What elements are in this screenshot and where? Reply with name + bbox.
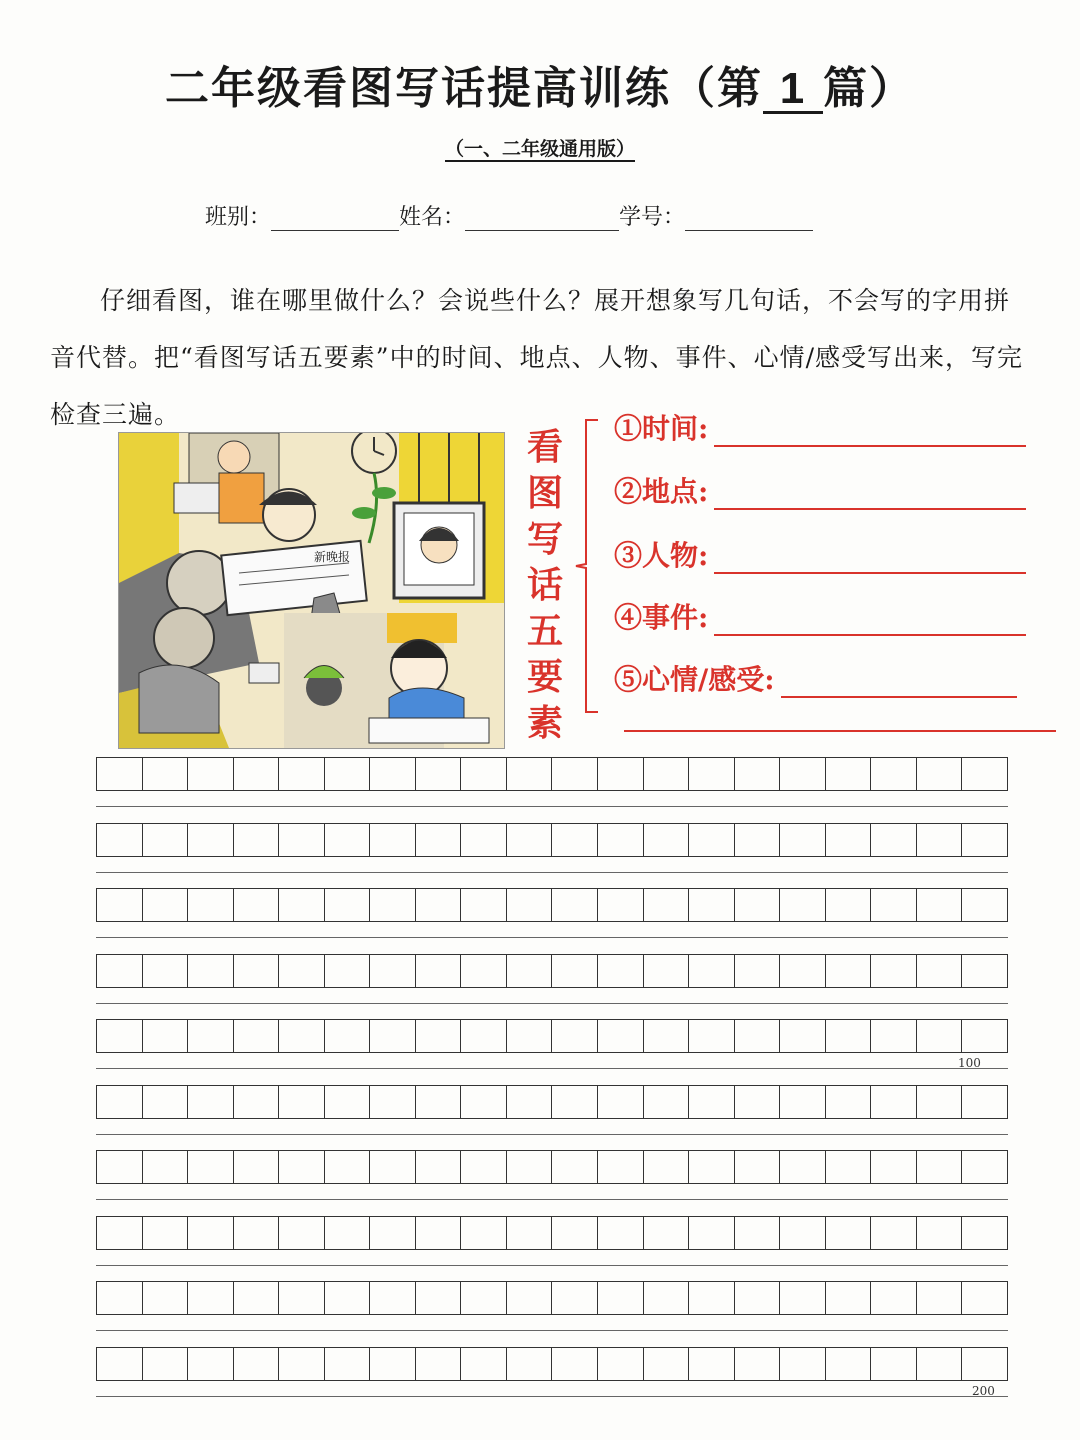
grid-cell[interactable] (416, 955, 462, 987)
five-elements-title-char: 看 (526, 426, 563, 468)
five-elements-title-char: 图 (526, 472, 563, 514)
element-row-people (614, 530, 1026, 574)
grid-cell[interactable] (461, 1020, 507, 1052)
grid-row (96, 888, 1008, 922)
grid-gap-line (96, 937, 1008, 938)
grid-cell[interactable] (279, 824, 325, 856)
grid-cell[interactable] (461, 824, 507, 856)
grid-cell[interactable] (780, 1151, 826, 1183)
newspaper-text: 新晚报 (314, 550, 351, 564)
title-number: 1 (763, 67, 823, 114)
grid-cell[interactable] (552, 1217, 598, 1249)
subtitle-text: （一、二年级通用版） (444, 138, 635, 160)
grid-cell[interactable] (507, 1151, 553, 1183)
grid-cell[interactable] (644, 758, 690, 790)
grid-cell[interactable] (871, 889, 917, 921)
grid-cell[interactable] (552, 1020, 598, 1052)
grid-cell[interactable] (689, 1020, 735, 1052)
grid-cell[interactable] (143, 758, 189, 790)
element-label-place: ②地点: (614, 475, 709, 508)
grid-cell[interactable] (416, 824, 462, 856)
grid-cell[interactable] (143, 1151, 189, 1183)
grid-cell[interactable] (416, 889, 462, 921)
name-field[interactable] (465, 204, 619, 231)
grid-cell[interactable] (962, 889, 1008, 921)
grid-cell[interactable] (461, 1348, 507, 1380)
grid-cell[interactable] (735, 824, 781, 856)
name-label: 姓名： (399, 205, 466, 230)
grid-cell[interactable] (962, 1151, 1008, 1183)
grid-cell[interactable] (370, 1217, 416, 1249)
grid-cell[interactable] (826, 1086, 872, 1118)
grid-cell[interactable] (871, 758, 917, 790)
title-suffix: 篇） (823, 63, 915, 114)
grid-cell[interactable] (234, 758, 280, 790)
brace-icon (572, 416, 602, 716)
grid-cell[interactable] (97, 955, 143, 987)
grid-cell[interactable] (689, 824, 735, 856)
element-label-time: ①时间: (614, 412, 709, 445)
grid-cell[interactable] (962, 824, 1008, 856)
character-count-mark: 200 (972, 1383, 995, 1398)
grid-row (96, 1150, 1008, 1184)
grid-cell[interactable] (325, 1217, 371, 1249)
grid-cell[interactable] (279, 889, 325, 921)
character-count-mark: 100 (958, 1056, 981, 1070)
grid-cell[interactable] (689, 1217, 735, 1249)
element-row-event (614, 592, 1026, 636)
grid-cell[interactable] (188, 1348, 234, 1380)
grid-row (96, 1216, 1008, 1250)
grid-cell[interactable] (689, 1086, 735, 1118)
grid-cell[interactable] (97, 824, 143, 856)
grid-cell[interactable] (507, 1020, 553, 1052)
grid-cell[interactable] (598, 889, 644, 921)
grid-cell[interactable] (735, 889, 781, 921)
grid-cell[interactable] (461, 1151, 507, 1183)
grid-gap-line (96, 1003, 1008, 1004)
grid-cell[interactable] (461, 1217, 507, 1249)
grid-cell[interactable] (962, 1282, 1008, 1314)
grid-cell[interactable] (780, 758, 826, 790)
grid-cell[interactable] (461, 955, 507, 987)
grid-cell[interactable] (689, 1348, 735, 1380)
grid-cell[interactable] (325, 955, 371, 987)
grid-cell[interactable] (917, 1217, 963, 1249)
grid-row (96, 1019, 1008, 1053)
grid-cell[interactable] (234, 1020, 280, 1052)
grid-cell[interactable] (188, 955, 234, 987)
grid-cell[interactable] (962, 1217, 1008, 1249)
class-label: 班别： (205, 205, 272, 230)
grid-cell[interactable] (279, 1348, 325, 1380)
grid-cell[interactable] (234, 1151, 280, 1183)
grid-cell[interactable] (416, 1282, 462, 1314)
grid-cell[interactable] (143, 1086, 189, 1118)
grid-cell[interactable] (416, 1086, 462, 1118)
grid-cell[interactable] (234, 955, 280, 987)
element-label-event: ④事件: (614, 601, 709, 634)
grid-cell[interactable] (598, 1086, 644, 1118)
grid-cell[interactable] (370, 1086, 416, 1118)
grid-cell[interactable] (826, 1020, 872, 1052)
grid-cell[interactable] (416, 1151, 462, 1183)
grid-cell[interactable] (370, 1151, 416, 1183)
grid-row (96, 823, 1008, 857)
student-id-field[interactable] (685, 204, 813, 231)
grid-row (96, 1281, 1008, 1315)
grid-gap-line (96, 1199, 1008, 1200)
grid-cell[interactable] (234, 1348, 280, 1380)
grid-cell[interactable] (644, 1151, 690, 1183)
grid-cell[interactable] (598, 1020, 644, 1052)
grid-cell[interactable] (370, 824, 416, 856)
grid-cell[interactable] (598, 824, 644, 856)
grid-cell[interactable] (325, 889, 371, 921)
grid-cell[interactable] (416, 1020, 462, 1052)
grid-cell[interactable] (507, 955, 553, 987)
grid-cell[interactable] (188, 758, 234, 790)
five-elements-title-char: 写 (526, 518, 563, 560)
element-label-feeling: ⑤心情/感受: (614, 663, 775, 696)
five-elements-title-char: 五 (526, 610, 563, 652)
grid-cell[interactable] (917, 824, 963, 856)
grid-cell[interactable] (97, 1020, 143, 1052)
grid-cell[interactable] (644, 1086, 690, 1118)
grid-cell[interactable] (97, 889, 143, 921)
grid-cell[interactable] (234, 1086, 280, 1118)
grid-gap-line (96, 1396, 1008, 1397)
grid-cell[interactable] (644, 1282, 690, 1314)
grid-cell[interactable] (780, 1086, 826, 1118)
grid-cell[interactable] (552, 889, 598, 921)
grid-cell[interactable] (780, 955, 826, 987)
grid-cell[interactable] (143, 889, 189, 921)
grid-cell[interactable] (689, 1151, 735, 1183)
grid-cell[interactable] (735, 955, 781, 987)
grid-cell[interactable] (962, 758, 1008, 790)
grid-cell[interactable] (735, 1020, 781, 1052)
grid-cell[interactable] (644, 955, 690, 987)
family-scene-illustration (118, 432, 505, 749)
grid-cell[interactable] (325, 1151, 371, 1183)
grid-cell[interactable] (917, 1282, 963, 1314)
grid-cell[interactable] (552, 1348, 598, 1380)
grid-gap-line (96, 1068, 1008, 1069)
grid-row (96, 1347, 1008, 1381)
grid-cell[interactable] (689, 758, 735, 790)
grid-cell[interactable] (143, 824, 189, 856)
grid-cell[interactable] (279, 1151, 325, 1183)
element-field-event[interactable] (714, 604, 1026, 636)
grid-cell[interactable] (780, 1348, 826, 1380)
five-elements-title-char: 话 (526, 564, 563, 606)
grid-cell[interactable] (871, 1217, 917, 1249)
five-elements-title-char: 素 (526, 702, 563, 744)
grid-cell[interactable] (507, 1282, 553, 1314)
writing-grid (96, 757, 1011, 1407)
grid-cell[interactable] (143, 1020, 189, 1052)
grid-cell[interactable] (507, 758, 553, 790)
student-info-row (205, 200, 813, 231)
grid-cell[interactable] (735, 1086, 781, 1118)
grid-row (96, 954, 1008, 988)
grid-cell[interactable] (507, 1086, 553, 1118)
grid-cell[interactable] (507, 824, 553, 856)
subtitle (0, 134, 1080, 161)
grid-cell[interactable] (188, 1086, 234, 1118)
grid-cell[interactable] (279, 1282, 325, 1314)
grid-cell[interactable] (917, 758, 963, 790)
grid-cell[interactable] (644, 1348, 690, 1380)
family-scene-drawing (119, 433, 504, 748)
grid-cell[interactable] (370, 758, 416, 790)
grid-cell[interactable] (871, 955, 917, 987)
grid-cell[interactable] (826, 889, 872, 921)
grid-cell[interactable] (188, 1020, 234, 1052)
grid-cell[interactable] (370, 1020, 416, 1052)
grid-cell[interactable] (826, 955, 872, 987)
grid-cell[interactable] (279, 1217, 325, 1249)
grid-cell[interactable] (234, 1282, 280, 1314)
grid-cell[interactable] (826, 824, 872, 856)
grid-cell[interactable] (97, 1151, 143, 1183)
grid-cell[interactable] (962, 1348, 1008, 1380)
grid-cell[interactable] (871, 1348, 917, 1380)
element-field-time[interactable] (714, 415, 1026, 447)
grid-cell[interactable] (97, 1282, 143, 1314)
grid-cell[interactable] (552, 955, 598, 987)
grid-cell[interactable] (370, 955, 416, 987)
element-field-feeling-continued[interactable] (624, 730, 1056, 732)
grid-cell[interactable] (780, 889, 826, 921)
grid-cell[interactable] (780, 1282, 826, 1314)
grid-cell[interactable] (461, 758, 507, 790)
grid-cell[interactable] (780, 1217, 826, 1249)
grid-cell[interactable] (416, 758, 462, 790)
grid-cell[interactable] (234, 824, 280, 856)
grid-cell[interactable] (552, 1282, 598, 1314)
grid-cell[interactable] (188, 1217, 234, 1249)
grid-cell[interactable] (735, 1217, 781, 1249)
grid-cell[interactable] (598, 1217, 644, 1249)
grid-cell[interactable] (188, 824, 234, 856)
grid-cell[interactable] (735, 1348, 781, 1380)
grid-cell[interactable] (962, 1086, 1008, 1118)
grid-cell[interactable] (188, 889, 234, 921)
grid-cell[interactable] (644, 1020, 690, 1052)
grid-cell[interactable] (416, 1217, 462, 1249)
grid-cell[interactable] (461, 1282, 507, 1314)
grid-cell[interactable] (325, 758, 371, 790)
grid-cell[interactable] (917, 1348, 963, 1380)
grid-cell[interactable] (826, 1217, 872, 1249)
grid-cell[interactable] (234, 889, 280, 921)
grid-cell[interactable] (598, 1348, 644, 1380)
grid-cell[interactable] (689, 889, 735, 921)
grid-cell[interactable] (871, 1282, 917, 1314)
grid-row (96, 1085, 1008, 1119)
grid-gap-line (96, 872, 1008, 873)
grid-cell[interactable] (871, 1086, 917, 1118)
grid-gap-line (96, 806, 1008, 807)
element-label-people: ③人物: (614, 539, 709, 572)
grid-cell[interactable] (370, 1282, 416, 1314)
grid-cell[interactable] (735, 1282, 781, 1314)
grid-cell[interactable] (598, 1151, 644, 1183)
grid-cell[interactable] (735, 1151, 781, 1183)
grid-cell[interactable] (279, 1020, 325, 1052)
grid-cell[interactable] (507, 889, 553, 921)
grid-cell[interactable] (325, 1348, 371, 1380)
grid-cell[interactable] (507, 1348, 553, 1380)
grid-cell[interactable] (552, 758, 598, 790)
grid-cell[interactable] (871, 824, 917, 856)
grid-row (96, 757, 1008, 791)
grid-cell[interactable] (234, 1217, 280, 1249)
grid-cell[interactable] (962, 955, 1008, 987)
page-title (0, 52, 1080, 116)
grid-cell[interactable] (97, 1348, 143, 1380)
grid-cell[interactable] (279, 758, 325, 790)
five-elements-title (522, 424, 568, 746)
element-row-place (614, 466, 1026, 510)
grid-cell[interactable] (917, 955, 963, 987)
grid-cell[interactable] (917, 1086, 963, 1118)
grid-cell[interactable] (598, 955, 644, 987)
grid-cell[interactable] (917, 1151, 963, 1183)
grid-cell[interactable] (780, 824, 826, 856)
element-row-feeling (614, 654, 1017, 698)
grid-cell[interactable] (780, 1020, 826, 1052)
element-field-feeling[interactable] (781, 666, 1017, 698)
grid-cell[interactable] (735, 758, 781, 790)
grid-cell[interactable] (461, 889, 507, 921)
id-label: 学号： (619, 205, 686, 230)
grid-cell[interactable] (325, 824, 371, 856)
grid-cell[interactable] (188, 1282, 234, 1314)
grid-cell[interactable] (143, 1217, 189, 1249)
grid-cell[interactable] (871, 1020, 917, 1052)
grid-cell[interactable] (188, 1151, 234, 1183)
element-field-place[interactable] (714, 478, 1026, 510)
grid-cell[interactable] (325, 1282, 371, 1314)
element-field-people[interactable] (714, 542, 1026, 574)
grid-cell[interactable] (962, 1020, 1008, 1052)
grid-gap-line (96, 1134, 1008, 1135)
grid-cell[interactable] (552, 824, 598, 856)
five-elements-title-char: 要 (526, 656, 563, 698)
grid-cell[interactable] (917, 1020, 963, 1052)
grid-cell[interactable] (416, 1348, 462, 1380)
grid-cell[interactable] (279, 1086, 325, 1118)
grid-cell[interactable] (552, 1151, 598, 1183)
grid-cell[interactable] (370, 889, 416, 921)
grid-gap-line (96, 1330, 1008, 1331)
grid-cell[interactable] (644, 1217, 690, 1249)
grid-cell[interactable] (143, 955, 189, 987)
grid-cell[interactable] (97, 1086, 143, 1118)
element-row-time (614, 403, 1026, 447)
instructions: 仔细看图，谁在哪里做什么？会说些什么？展开想象写几句话，不会写的字用拼音代替。把“看图写话五要素”中的时间、地点、人物、事件、心情/感受写出来，写完检查三遍。 (50, 286, 1023, 429)
grid-cell[interactable] (370, 1348, 416, 1380)
grid-cell[interactable] (97, 758, 143, 790)
grid-cell[interactable] (279, 955, 325, 987)
grid-cell[interactable] (826, 758, 872, 790)
grid-cell[interactable] (644, 889, 690, 921)
grid-cell[interactable] (598, 758, 644, 790)
grid-cell[interactable] (325, 1020, 371, 1052)
grid-cell[interactable] (97, 1217, 143, 1249)
grid-cell[interactable] (826, 1348, 872, 1380)
grid-cell[interactable] (689, 1282, 735, 1314)
grid-cell[interactable] (598, 1282, 644, 1314)
grid-cell[interactable] (143, 1282, 189, 1314)
title-prefix: 二年级看图写话提高训练（第 (165, 63, 763, 114)
grid-gap-line (96, 1265, 1008, 1266)
grid-cell[interactable] (143, 1348, 189, 1380)
grid-cell[interactable] (689, 955, 735, 987)
grid-cell[interactable] (552, 1086, 598, 1118)
grid-cell[interactable] (461, 1086, 507, 1118)
grid-cell[interactable] (871, 1151, 917, 1183)
grid-cell[interactable] (917, 889, 963, 921)
grid-cell[interactable] (644, 824, 690, 856)
class-field[interactable] (271, 204, 399, 231)
grid-cell[interactable] (826, 1151, 872, 1183)
grid-cell[interactable] (507, 1217, 553, 1249)
grid-cell[interactable] (826, 1282, 872, 1314)
grid-cell[interactable] (325, 1086, 371, 1118)
